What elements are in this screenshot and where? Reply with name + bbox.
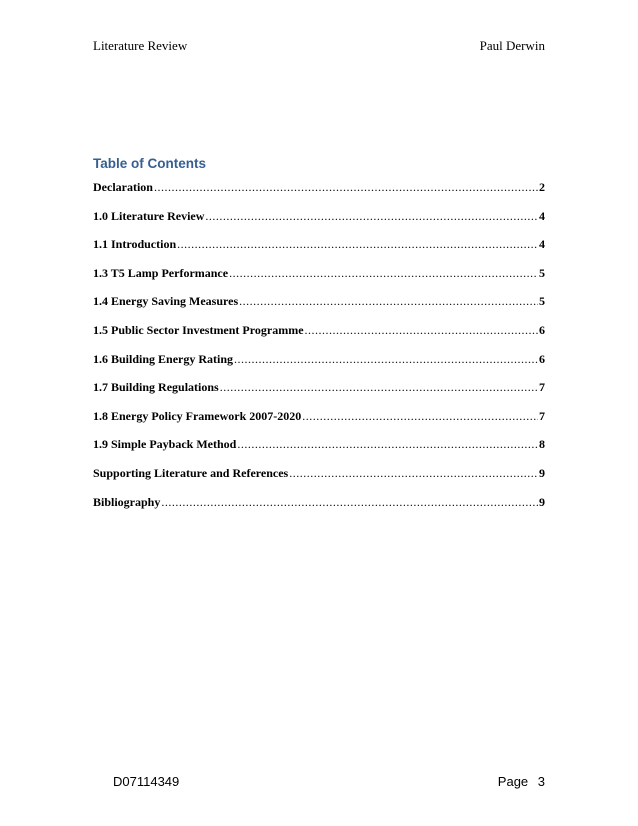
toc-dot-leader [302,409,538,424]
toc-entry-page: 4 [539,208,545,223]
toc-entry-title: 1.4 Energy Saving Measures [93,294,239,309]
toc-entry-page: 4 [539,237,545,252]
footer-page-number: Page 3 [497,774,545,789]
toc-dot-leader [239,294,538,309]
toc-entry-page: 6 [539,322,545,337]
toc-entry-title: 1.5 Public Sector Investment Programme [93,322,304,337]
toc-dot-leader [177,237,538,252]
toc-dot-leader [289,466,538,481]
toc-list [93,180,545,523]
toc-entry-page: 9 [539,494,545,509]
toc-entry[interactable] [93,466,545,495]
toc-entry-page: 6 [539,351,545,366]
toc-dot-leader [305,323,538,338]
header-author: Paul Derwin [479,38,545,53]
toc-entry-page: 7 [539,408,545,423]
toc-entry-page: 8 [539,437,545,452]
toc-entry-title: 1.7 Building Regulations [93,380,219,395]
toc-entry-page: 2 [539,180,545,194]
toc-entry[interactable] [93,180,545,209]
toc-entry-title: Declaration [93,180,153,194]
toc-entry-page: 7 [539,380,545,395]
toc-entry[interactable] [93,495,545,524]
toc-entry[interactable] [93,409,545,438]
toc-dot-leader [237,437,538,452]
toc-dot-leader [220,380,538,395]
toc-heading: Table of Contents [93,156,206,171]
header-document-title: Literature Review [93,38,188,53]
toc-entry-title: Bibliography [93,494,161,509]
toc-entry-title: 1.9 Simple Payback Method [93,437,237,452]
toc-dot-leader [154,180,538,195]
toc-dot-leader [234,352,538,367]
toc-entry[interactable] [93,294,545,323]
footer-student-id: D07114349 [113,774,180,789]
toc-dot-leader [229,266,538,281]
toc-entry-page: 9 [539,465,545,480]
toc-entry-page: 5 [539,294,545,309]
toc-entry-title: Supporting Literature and References [93,465,289,480]
toc-entry-title: 1.0 Literature Review [93,208,205,223]
toc-entry[interactable] [93,323,545,352]
toc-entry-title: 1.6 Building Energy Rating [93,351,234,366]
toc-dot-leader [161,495,538,510]
toc-entry[interactable] [93,237,545,266]
toc-entry[interactable] [93,437,545,466]
toc-entry-title: 1.8 Energy Policy Framework 2007-2020 [93,408,302,423]
toc-dot-leader [205,209,538,224]
toc-entry-page: 5 [539,265,545,280]
toc-entry[interactable] [93,209,545,238]
toc-entry[interactable] [93,266,545,295]
toc-entry[interactable] [93,380,545,409]
toc-entry-title: 1.3 T5 Lamp Performance [93,265,229,280]
toc-entry-title: 1.1 Introduction [93,237,177,252]
toc-entry[interactable] [93,352,545,381]
